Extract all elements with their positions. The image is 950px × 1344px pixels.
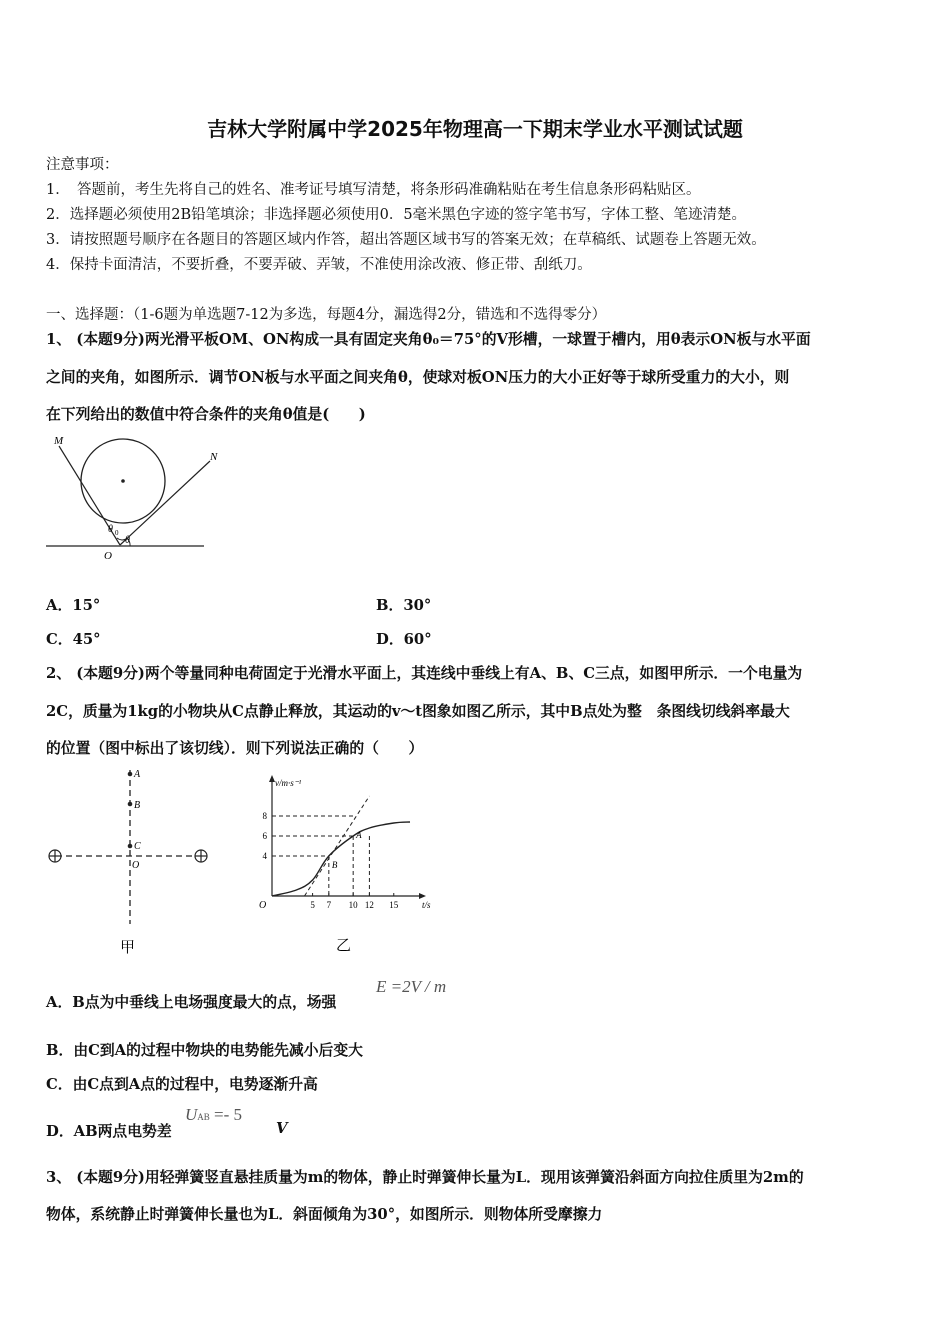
q3-line: 物体，系统静止时弹簧伸长量也为L．斜面倾角为30°，如图所示．则物体所受摩擦力 [46,1206,603,1223]
origin-label: O [259,900,267,911]
point-label-b: B [331,860,338,870]
label-o: O [104,550,112,562]
notice-item: 4．保持卡面清洁，不要折叠，不要弄破、弄皱，不准使用涂改液、修正带、刮纸刀。 [46,257,592,273]
label-a: A [134,769,141,780]
q2-line: 的位置（图中标出了该切线）．则下列说法正确的（ ） [46,740,424,757]
caption-yi: 乙 [336,938,352,954]
q2-line: 2、 (本题9分)两个等量同种电荷固定于光滑水平面上，其连线中垂线上有A、B、C三点，如图甲所示．一个电量为 [46,665,803,682]
q2-figure-jia [44,764,214,959]
q2-option-b[interactable]: B．由C到A的过程中物块的电势能先减小后变大 [46,1042,363,1059]
label-b: B [134,800,141,811]
notice-heading: 注意事项： [46,157,119,173]
notice-item: 2．选择题必须使用2B铅笔填涂；非选择题必须使用0．5毫米黑色字迹的签字笔书写，字体工整、笔迹清楚。 [46,207,747,223]
q2-line: 2C，质量为1kg的小物块从C点静止释放，其运动的v～t图象如图乙所示，其中B点处为整 条图线切线斜率最大 [46,703,790,720]
ball-center [121,479,125,483]
x-tick-label: 15 [389,900,399,910]
positive-charge-right [195,850,207,862]
label-theta0-sub: 0 [115,529,119,537]
label-m: M [54,435,64,447]
q2-option-d-formula: UAB =- 5 [185,1105,243,1124]
q1-line: 之间的夹角，如图所示．调节ON板与水平面之间夹角θ，使球对板ON压力的大小正好等于球所受重力的大小，则 [46,369,790,386]
y-tick-label: 4 [262,851,267,861]
q2-option-a-formula: E =2V / m [376,977,447,996]
positive-charge-left [49,850,61,862]
q2-option-a[interactable]: A．B点为中垂线上电场强度最大的点，场强 [46,994,337,1011]
q1-option-c[interactable]: C．45° [46,631,101,648]
q1-option-a[interactable]: A．15° [46,597,101,614]
q3-line: 3、 (本题9分)用轻弹簧竖直悬挂质量为m的物体，静止时弹簧伸长量为L．现用该弹簧沿斜面方向拉住质里为2m的 [46,1169,804,1186]
vt-curve [272,822,410,896]
label-theta: θ [125,535,130,546]
x-tick-label: 10 [348,900,358,910]
caption-jia: 甲 [120,940,136,956]
label-o: O [132,860,140,871]
q1-option-b[interactable]: B．30° [376,597,432,614]
label-n: N [210,451,218,463]
section-heading: 一、选择题：（1-6题为单选题7-12为多选，每题4分，漏选得2分，错选和不选得零分） [46,307,607,323]
q1-option-d[interactable]: D．60° [376,631,432,648]
y-tick-label: 8 [262,811,267,821]
tangent-line-at-b [304,796,369,896]
label-c: C [134,841,141,852]
label-theta0: θ [108,524,113,535]
y-axis-label: v/m·s⁻¹ [275,778,302,788]
q2-figure-yi-chart [250,768,440,958]
x-axis-arrow [419,893,426,899]
point-b [128,802,133,807]
y-tick-label: 6 [262,831,267,841]
q2-option-d[interactable]: D．AB两点电势差 [46,1123,172,1140]
x-axis-label: t/s [422,900,431,910]
x-tick-label: 12 [364,900,374,910]
q2-option-c[interactable]: C．由C点到A点的过程中，电势逐渐升高 [46,1076,318,1093]
point-label-a: A [356,830,362,840]
notice-item: 1． 答题前，考生先将自己的姓名、准考证号填写清楚，将条形码准确粘贴在考生信息条形码粘贴区。 [46,182,701,198]
q1-line: 在下列给出的数值中符合条件的夹角θ值是( ) [46,406,366,423]
q1-line: 1、 (本题9分)两光滑平板OM、ON构成一具有固定夹角θ₀＝75°的V形槽，一球置于槽内，用θ表示ON板与水平面 [46,331,811,348]
notice-item: 3．请按照题号顺序在各题目的答题区域内作答，超出答题区域书写的答案无效；在草稿纸、试题卷上答题无效。 [46,232,766,248]
q1-figure [44,430,218,565]
x-tick-label: 7 [326,900,332,910]
q2-option-d-unit: V [276,1120,288,1137]
x-tick-label: 5 [310,900,315,910]
point-c [128,844,133,849]
point-a [128,772,133,777]
page-title: 吉林大学附属中学2025年物理高一下期末学业水平测试试题 [207,117,743,141]
